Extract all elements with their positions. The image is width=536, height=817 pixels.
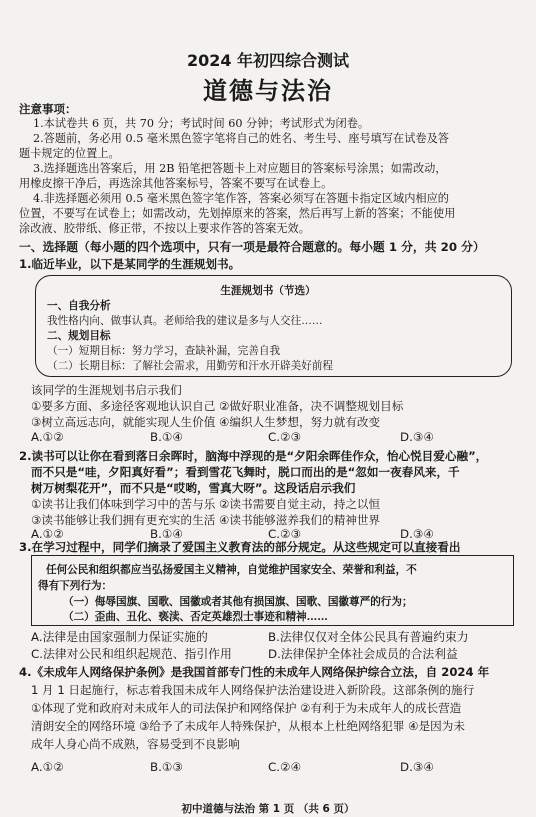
question-4-text: 成年人身心尚不成熟，容易受到不良影响 bbox=[31, 737, 240, 751]
question-4-text: 1 月 1 日起施行，标志着我国未成年人网络保护法治建设进入新阶段。这部条例的施行 bbox=[31, 683, 475, 697]
question-4-text: 4.《未成年人网络保护条例》是我国首部专门性的未成年人网络保护综合立法，自 2024 年 bbox=[19, 665, 490, 679]
exam-title: 2024 年初四综合测试 bbox=[186, 51, 350, 70]
law-excerpt-line: 得有下列行为： bbox=[38, 580, 113, 592]
question-1-stem: 1.临近毕业，以下是某同学的生涯规划书。 bbox=[19, 257, 241, 271]
notice-heading: 注意事项： bbox=[19, 102, 77, 116]
notice-line: 涂改液、胶带纸、修正带，不按以上要求作答的答案无效。 bbox=[19, 222, 310, 235]
question-1-prompt: 该同学的生涯规划书启示我们 bbox=[31, 383, 182, 397]
law-excerpt-line: （二）歪曲、丑化、亵渎、否定英雄烈士事迹和精神…… bbox=[63, 611, 328, 623]
notice-line: 位置，不要写在试卷上；如需改动，先划掉原来的答案，然后再写上新的答案；不能使用 bbox=[19, 207, 456, 220]
law-excerpt-line: （一）侮辱国旗、国歌、国徽或者其他有损国旗、国歌、国徽尊严的行为； bbox=[63, 596, 413, 608]
question-1-statement: ①要多方面、多途径客观地认识自己 ②做好职业准备，决不调整规划目标 bbox=[31, 399, 404, 413]
career-plan-line: （二）长期目标：了解社会需求，用勤劳和汗水开辟美好前程 bbox=[47, 360, 334, 372]
section-heading: 一、选择题（每小题的四个选项中，只有一项是最符合题意的。每小题 1 分，共 20 分） bbox=[19, 240, 485, 254]
notice-line: 3.选择题选出答案后，用 2B 铅笔把答题卡上对应题目的答案标号涂黑；如需改动， bbox=[33, 162, 447, 175]
question-4-text: ①体现了党和政府对未成年人的司法保护和网络保护 ②有利于为未成年人的成长营造 bbox=[31, 701, 462, 715]
career-plan-title: 生涯规划书（节选） bbox=[220, 285, 316, 297]
option-d[interactable]: D.③④ bbox=[400, 760, 434, 774]
option-b[interactable]: B.①④ bbox=[150, 527, 183, 541]
question-2-statement: ①读书让我们体味到学习中的苦与乐 ②读书需要自觉主动，持之以恒 bbox=[31, 497, 381, 511]
career-plan-line: 二、规划目标 bbox=[47, 330, 111, 342]
option-c[interactable]: C.法律对公民和组织起规范、指引作用 bbox=[31, 647, 232, 661]
career-plan-line: 一、自我分析 bbox=[47, 300, 111, 312]
option-d[interactable]: D.③④ bbox=[400, 527, 434, 541]
option-b[interactable]: B.①③ bbox=[150, 760, 183, 774]
career-plan-line: （一）短期目标：努力学习，查缺补漏，完善自我 bbox=[47, 345, 281, 357]
question-2-text: 2.读书可以让你在看到落日余晖时，脑海中浮现的是“夕阳余晖佳作众，怡心悦目爱心融”， bbox=[19, 449, 488, 463]
option-b[interactable]: B.法律仅仅对全体公民具有普遍约束力 bbox=[268, 630, 469, 644]
option-c[interactable]: C.②③ bbox=[268, 430, 302, 444]
notice-line: 题卡规定的位置上。 bbox=[19, 147, 120, 160]
law-excerpt-line: 任何公民和组织都应当弘扬爱国主义精神，自觉维护国家安全、荣誉和利益，不 bbox=[46, 564, 417, 576]
option-d[interactable]: D.法律保护全体社会成员的合法利益 bbox=[268, 647, 458, 661]
question-3-stem: 3.在学习过程中，同学们摘录了爱国主义教育法的部分规定。从这些规定可以直接看出 bbox=[19, 540, 461, 554]
page-footer: 初中道德与法治 第 1 页 （共 6 页） bbox=[181, 803, 355, 815]
option-a[interactable]: A.①② bbox=[31, 527, 64, 541]
option-a[interactable]: A.法律是由国家强制力保证实施的 bbox=[31, 630, 208, 644]
notice-line: 1.本试卷共 6 页，共 70 分；考试时间 60 分钟；考试形式为闭卷。 bbox=[33, 117, 370, 130]
notice-line: 用橡皮擦干净后，再选涂其他答案标号，答案不要写在试卷上。 bbox=[19, 177, 333, 190]
option-b[interactable]: B.①④ bbox=[150, 430, 183, 444]
question-4-text: 清朗安全的网络环境 ③给予了未成年人特殊保护，从根本上杜绝网络犯罪 ④是因为未 bbox=[31, 719, 465, 733]
career-plan-line: 我性格内向、做事认真。老师给我的建议是多与人交往…… bbox=[47, 315, 323, 327]
subject-title: 道德与法治 bbox=[203, 77, 333, 105]
question-2-statement: ③读书能够让我们拥有更充实的生活 ④读书能够滋养我们的精神世界 bbox=[31, 513, 381, 527]
option-a[interactable]: A.①② bbox=[31, 760, 64, 774]
question-1-statement: ③树立高远志向，就能实现人生价值 ④编织人生梦想，努力就有改变 bbox=[31, 415, 381, 429]
option-c[interactable]: C.②④ bbox=[268, 760, 302, 774]
notice-line: 2.答题前，务必用 0.5 毫米黑色签字笔将自己的姓名、考生号、座号填写在试卷及答 bbox=[33, 132, 449, 145]
option-d[interactable]: D.③④ bbox=[400, 430, 434, 444]
option-a[interactable]: A.①② bbox=[31, 430, 64, 444]
question-2-text: 而不只是“哇，夕阳真好看”；看到雪花飞舞时，脱口而出的是“忽如一夜春风来，千 bbox=[31, 465, 460, 479]
notice-line: 4.非选择题必须用 0.5 毫米黑色签字笔作答，答案必须写在答题卡指定区域内相应的 bbox=[33, 192, 449, 205]
question-2-text: 树万树梨花开”，而不只是“哎哟，雪真大呀”。这段话启示我们 bbox=[31, 481, 356, 495]
option-c[interactable]: C.②③ bbox=[268, 527, 302, 541]
